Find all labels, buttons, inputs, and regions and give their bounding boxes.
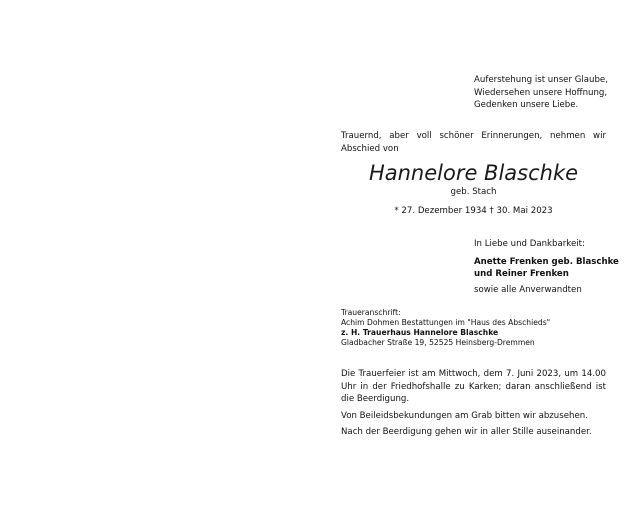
motto-line: Wiedersehen unsere Hoffnung, [474,87,608,98]
birth-name: geb. Stach [450,187,497,197]
motto-line: Auferstehung ist unser Glaube, [474,75,608,85]
mourners-intro: In Liebe und Dankbarkeit: [474,239,585,249]
motto-verse [474,74,608,112]
address-line: z. H. Trauerhaus Hannelore Blaschke [341,328,499,337]
funeral-info: Die Trauerfeier ist am Mittwoch, dem 7. Juni 2023, um 14.00 Uhr in der Friedhofshalle zu Karken; daran anschließend ist die Beerdigung. [341,369,606,404]
farewell-note: Nach der Beerdigung gehen wir in aller Stille auseinander. [341,427,592,437]
deceased-name: Hannelore Blaschke [368,161,579,185]
intro-text: Trauernd, aber voll schöner Erinnerungen, nehmen wir Abschied von [341,131,606,154]
closing-text [341,368,606,443]
life-dates: * 27. Dezember 1934 † 30. Mai 2023 [394,206,553,216]
address-label: Traueranschrift: [341,308,401,317]
motto-line: Gedenken unsere Liebe. [474,100,579,110]
mourner-name: Anette Frenken geb. Blaschke [474,256,619,267]
address-line: Achim Dohmen Bestattungen im "Haus des Abschieds" [341,318,551,327]
mourning-address [341,308,550,348]
mourners-block [474,238,619,296]
mourner-name: und Reiner Frenken [474,269,569,279]
address-line: Gladbacher Straße 19, 52525 Heinsberg-Dremmen [341,338,535,347]
other-relatives: sowie alle Anverwandten [474,284,582,295]
condolence-note: Von Beileidsbekundungen am Grab bitten wir abzusehen. [341,410,588,421]
